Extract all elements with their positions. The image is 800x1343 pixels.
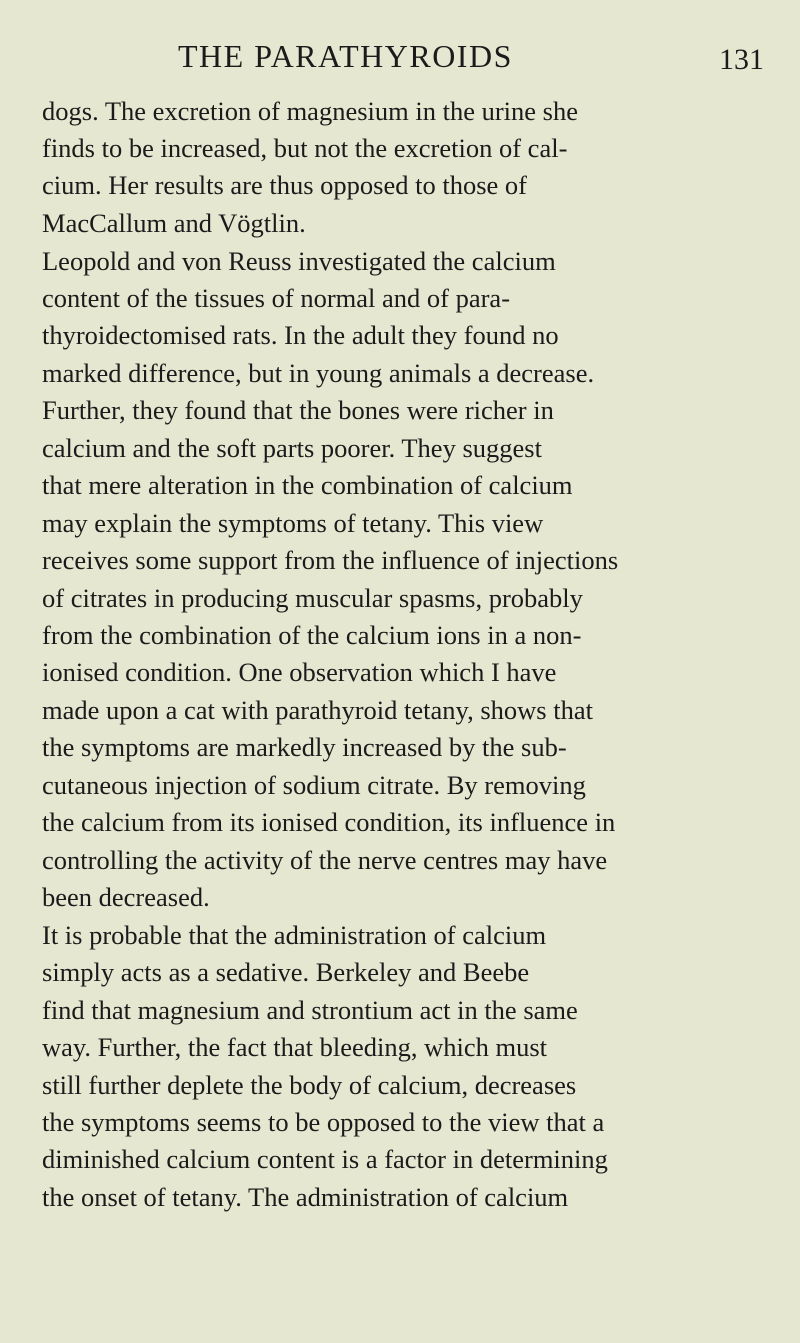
text-line: that mere alteration in the combination of calcium xyxy=(42,470,573,500)
text-line: controlling the activity of the nerve centres may have xyxy=(42,845,608,875)
text-line: cutaneous injection of sodium citrate. By removing xyxy=(42,770,586,800)
text-line: find that magnesium and strontium act in the same xyxy=(42,995,578,1025)
text-line: the symptoms are markedly increased by the sub- xyxy=(42,732,567,762)
text-line: the symptoms seems to be opposed to the view that a xyxy=(42,1107,605,1137)
text-line: dogs. The excretion of magnesium in the urine she xyxy=(42,96,579,126)
text-line: content of the tissues of normal and of para- xyxy=(42,283,511,313)
text-line: from the combination of the calcium ions in a non- xyxy=(42,620,582,650)
text-line: It is probable that the administration of calcium xyxy=(42,920,547,950)
text-line: way. Further, the fact that bleeding, which must xyxy=(42,1032,548,1062)
text-line: made upon a cat with parathyroid tetany, shows that xyxy=(42,695,593,725)
text-line: simply acts as a sedative. Berkeley and Beebe xyxy=(42,957,530,987)
text-line: Further, they found that the bones were richer in xyxy=(42,395,554,425)
running-head xyxy=(0,36,800,76)
text-line: the calcium from its ionised condition, its influence in xyxy=(42,807,616,837)
text-line: been decreased. xyxy=(42,882,210,912)
text-line: thyroidectomised rats. In the adult they found no xyxy=(42,320,559,350)
text-line: of citrates in producing muscular spasms, probably xyxy=(42,583,583,613)
text-line: the onset of tetany. The administration of calcium xyxy=(42,1182,569,1212)
text-line: Leopold and von Reuss investigated the calcium xyxy=(42,246,556,276)
text-line: still further deplete the body of calcium, decreases xyxy=(42,1070,577,1100)
text-line: ionised condition. One observation which I have xyxy=(42,657,557,687)
text-line: finds to be increased, but not the excretion of cal- xyxy=(42,133,568,163)
text-line: diminished calcium content is a factor in determining xyxy=(42,1144,608,1174)
page-number: 131 xyxy=(719,43,764,76)
text-line: marked difference, but in young animals a decrease. xyxy=(42,358,595,388)
text-line: may explain the symptoms of tetany. This view xyxy=(42,508,544,538)
text-line: calcium and the soft parts poorer. They suggest xyxy=(42,433,542,463)
text-line: cium. Her results are thus opposed to those of xyxy=(42,170,527,200)
running-title: THE PARATHYROIDS xyxy=(178,38,513,74)
text-line: MacCallum and Vögtlin. xyxy=(42,208,306,238)
text-line: receives some support from the influence of injections xyxy=(42,545,619,575)
